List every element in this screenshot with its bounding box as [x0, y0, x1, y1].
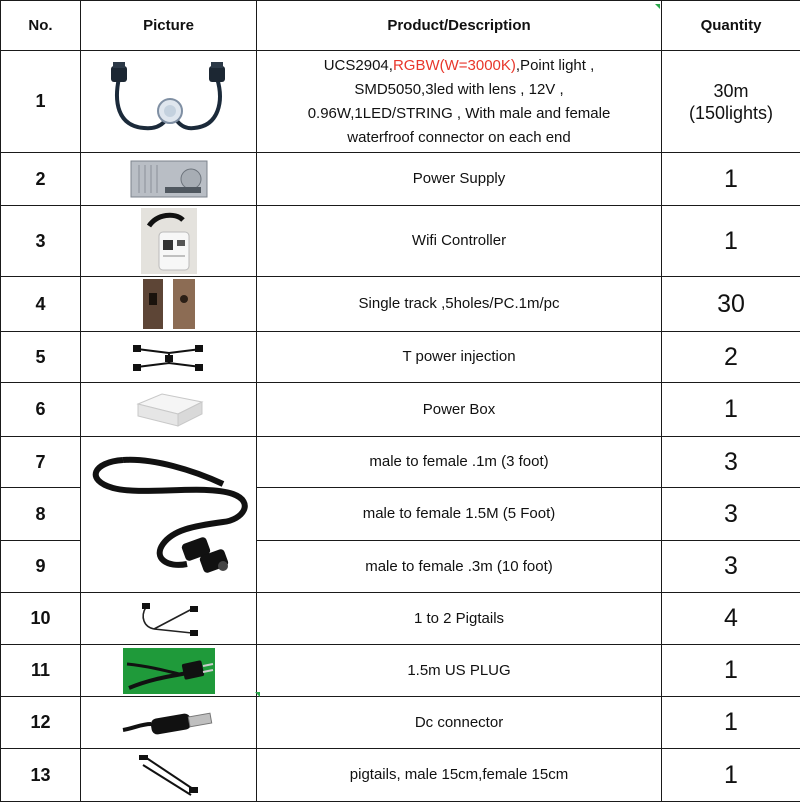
t-connector-icon [133, 337, 205, 377]
row-description: T power injection [257, 332, 662, 383]
row-picture [81, 593, 257, 645]
row-picture [81, 332, 257, 383]
table-row [1, 277, 800, 332]
corner-mark [255, 692, 260, 697]
dc-connector-icon [121, 706, 217, 740]
table-row [1, 332, 800, 383]
desc-text: ,Point light , [516, 57, 594, 74]
row-number: 8 [1, 488, 81, 541]
row-quantity: 3 [662, 437, 800, 488]
header-quantity: Quantity [662, 1, 800, 51]
desc-line: SMD5050,3led with lens , 12V , [257, 78, 661, 102]
table-row [1, 697, 800, 749]
table-row [1, 437, 800, 488]
header-no: No. [1, 1, 81, 51]
row-description: male to female 1.5M (5 Foot) [257, 488, 662, 541]
wood-track-icon [141, 279, 197, 329]
desc-line: 0.96W,1LED/STRING , With male and female [257, 102, 661, 126]
row-quantity: 30 [662, 277, 800, 332]
row-description: pigtails, male 15cm,female 15cm [257, 749, 662, 802]
row-quantity: 2 [662, 332, 800, 383]
table-row [1, 383, 800, 437]
row-number: 5 [1, 332, 81, 383]
row-number: 9 [1, 541, 81, 593]
row-quantity [662, 51, 800, 153]
desc-text: UCS2904, [324, 57, 393, 74]
row-quantity: 1 [662, 697, 800, 749]
row-description: Power Supply [257, 153, 662, 206]
row-quantity: 1 [662, 645, 800, 697]
row-number: 10 [1, 593, 81, 645]
row-number: 13 [1, 749, 81, 802]
table-row [1, 749, 800, 802]
row-number: 12 [1, 697, 81, 749]
desc-line: waterfroof connector on each end [257, 126, 661, 150]
row-picture [81, 383, 257, 437]
table-row [1, 51, 800, 153]
row-picture [81, 153, 257, 206]
row-quantity: 1 [662, 383, 800, 437]
qty-line: 30m [662, 80, 800, 102]
header-row [1, 1, 800, 51]
table-row [1, 593, 800, 645]
row-quantity: 4 [662, 593, 800, 645]
corner-mark [655, 4, 660, 9]
row-description: 1.5m US PLUG [257, 645, 662, 697]
row-description: male to female .3m (10 foot) [257, 541, 662, 593]
row-quantity: 3 [662, 541, 800, 593]
table-row [1, 206, 800, 277]
row-picture [81, 51, 257, 153]
row-description: Power Box [257, 383, 662, 437]
row-picture [81, 277, 257, 332]
table-row [1, 153, 800, 206]
row-number: 4 [1, 277, 81, 332]
y-splitter-icon [136, 599, 202, 639]
row-description: male to female .1m (3 foot) [257, 437, 662, 488]
row-quantity: 1 [662, 153, 800, 206]
row-picture [81, 749, 257, 802]
row-description: Dc connector [257, 697, 662, 749]
extension-cable-icon [83, 440, 255, 590]
qty-line: (150lights) [662, 102, 800, 124]
row-number: 6 [1, 383, 81, 437]
row-description: Wifi Controller [257, 206, 662, 277]
power-supply-icon [129, 157, 209, 201]
us-plug-icon [123, 648, 215, 694]
row-picture [81, 645, 257, 697]
row-picture [81, 206, 257, 277]
row-picture [81, 437, 257, 593]
row-picture [81, 697, 257, 749]
row-quantity: 1 [662, 749, 800, 802]
point-light-string-icon [89, 56, 249, 148]
row-quantity: 1 [662, 206, 800, 277]
row-quantity: 3 [662, 488, 800, 541]
row-number: 3 [1, 206, 81, 277]
row-number: 1 [1, 51, 81, 153]
table-row [1, 645, 800, 697]
pigtail-cables-icon [139, 753, 199, 797]
row-description: 1 to 2 Pigtails [257, 593, 662, 645]
header-picture: Picture [81, 1, 257, 51]
row-description [257, 51, 662, 153]
desc-highlight: RGBW(W=3000K) [393, 57, 516, 74]
row-number: 7 [1, 437, 81, 488]
power-box-icon [132, 390, 206, 430]
row-number: 11 [1, 645, 81, 697]
row-number: 2 [1, 153, 81, 206]
wifi-controller-icon [141, 208, 197, 274]
header-description: Product/Description [257, 1, 662, 51]
row-description: Single track ,5holes/PC.1m/pc [257, 277, 662, 332]
